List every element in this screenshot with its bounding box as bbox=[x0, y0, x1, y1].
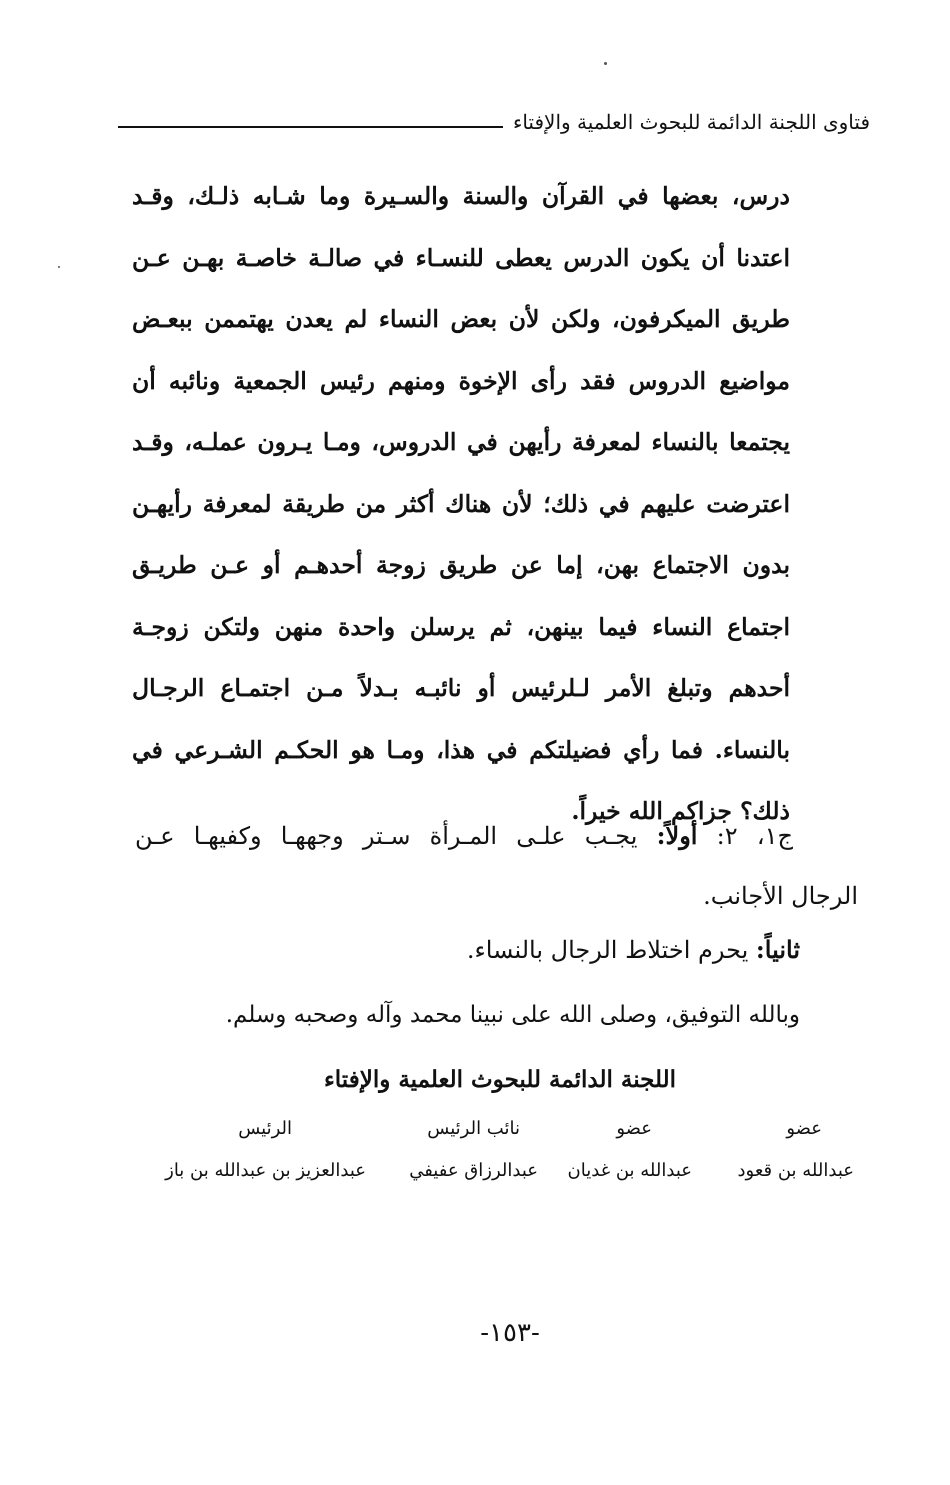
question-line: بالنساء. فما رأي فضيلتكم في هذا، ومـا هو الحكـم الشـرعي في bbox=[132, 735, 790, 764]
committee-name: اللجنة الدائمة للبحوث العلمية والإفتاء bbox=[323, 1066, 677, 1093]
question-line: يجتمعا بالنساء لمعرفة رأيهن في الدروس، ومـا يـرون عملـه، وقـد bbox=[132, 428, 790, 456]
answer-text bbox=[135, 808, 858, 928]
question-text bbox=[132, 166, 790, 843]
running-header bbox=[118, 98, 870, 138]
closing-blessing: وبالله التوفيق، وصلى الله على نبينا محمد وآله وصحبه وسلم. bbox=[225, 1002, 800, 1028]
signatory-roles bbox=[0, 1118, 950, 1148]
question-line: اجتماع النساء فيما بينهن، ثم يرسلن واحدة منهن ولتكن زوجـة bbox=[132, 612, 790, 641]
question-line: ذلك؟ جزاكم الله خيراً. bbox=[571, 797, 790, 825]
signatory-name: عبدالرزاق عفيفي bbox=[409, 1160, 538, 1181]
question-line: طريق الميكرفون، ولكن لأن بعض النساء لم يعدن يهتممن ببعـض bbox=[132, 305, 790, 333]
question-line: اعترضت عليهم في ذلك؛ لأن هناك أكثر من طريقة لمعرفة رأيهـن bbox=[132, 489, 790, 518]
answer-second-line bbox=[467, 935, 800, 964]
header-rule bbox=[118, 126, 503, 128]
header-title: فتاوى اللجنة الدائمة للبحوث العلمية والإفتاء bbox=[512, 110, 870, 134]
signatory-role: الرئيس bbox=[238, 1118, 292, 1139]
question-line: اعتدنا أن يكون الدرس يعطى للنسـاء في صالـة خاصـة بهـن عـن bbox=[132, 243, 790, 272]
question-line: مواضيع الدروس فقد رأى الإخوة ومنهم رئيس الجمعية ونائبه أن bbox=[132, 366, 790, 395]
scan-speck bbox=[58, 266, 60, 268]
answer-first-text: يجـب علـى المـرأة سـتر وجههـا وكفيهـا عـن bbox=[135, 822, 638, 850]
answer-second-text: يحرم اختلاط الرجال بالنساء. bbox=[466, 936, 749, 964]
signatory-role: عضو bbox=[616, 1118, 652, 1139]
question-line: أحدهم وتبلغ الأمر لـلرئيس أو نائبـه بـدلاً مـن اجتمـاع الرجـال bbox=[132, 674, 790, 702]
signatory-names bbox=[0, 1160, 950, 1190]
answer-second-label: ثانياً: bbox=[755, 935, 800, 964]
scan-speck bbox=[604, 62, 607, 65]
question-line: درس، بعضها في القرآن والسنة والسـيرة وما شـابه ذلـك، وقـد bbox=[132, 182, 790, 210]
signatory-name: عبدالعزيز بن عبدالله بن باز bbox=[165, 1160, 366, 1181]
answer-number: ج١، ٢: bbox=[716, 822, 793, 850]
answer-first-line bbox=[135, 808, 793, 868]
answer-first-label: أولاً: bbox=[656, 821, 698, 850]
page-number: -١٥٣- bbox=[480, 1318, 540, 1348]
signatory-name: عبدالله بن غديان bbox=[567, 1160, 692, 1181]
signatory-role: نائب الرئيس bbox=[427, 1118, 520, 1139]
answer-first-continuation: الرجال الأجانب. bbox=[703, 882, 858, 910]
signatory-role: عضو bbox=[786, 1118, 822, 1139]
signatory-name: عبدالله بن قعود bbox=[737, 1160, 854, 1181]
question-line: بدون الاجتماع بهن، إما عن طريق زوجة أحدهـم أو عـن طريـق bbox=[132, 551, 790, 579]
